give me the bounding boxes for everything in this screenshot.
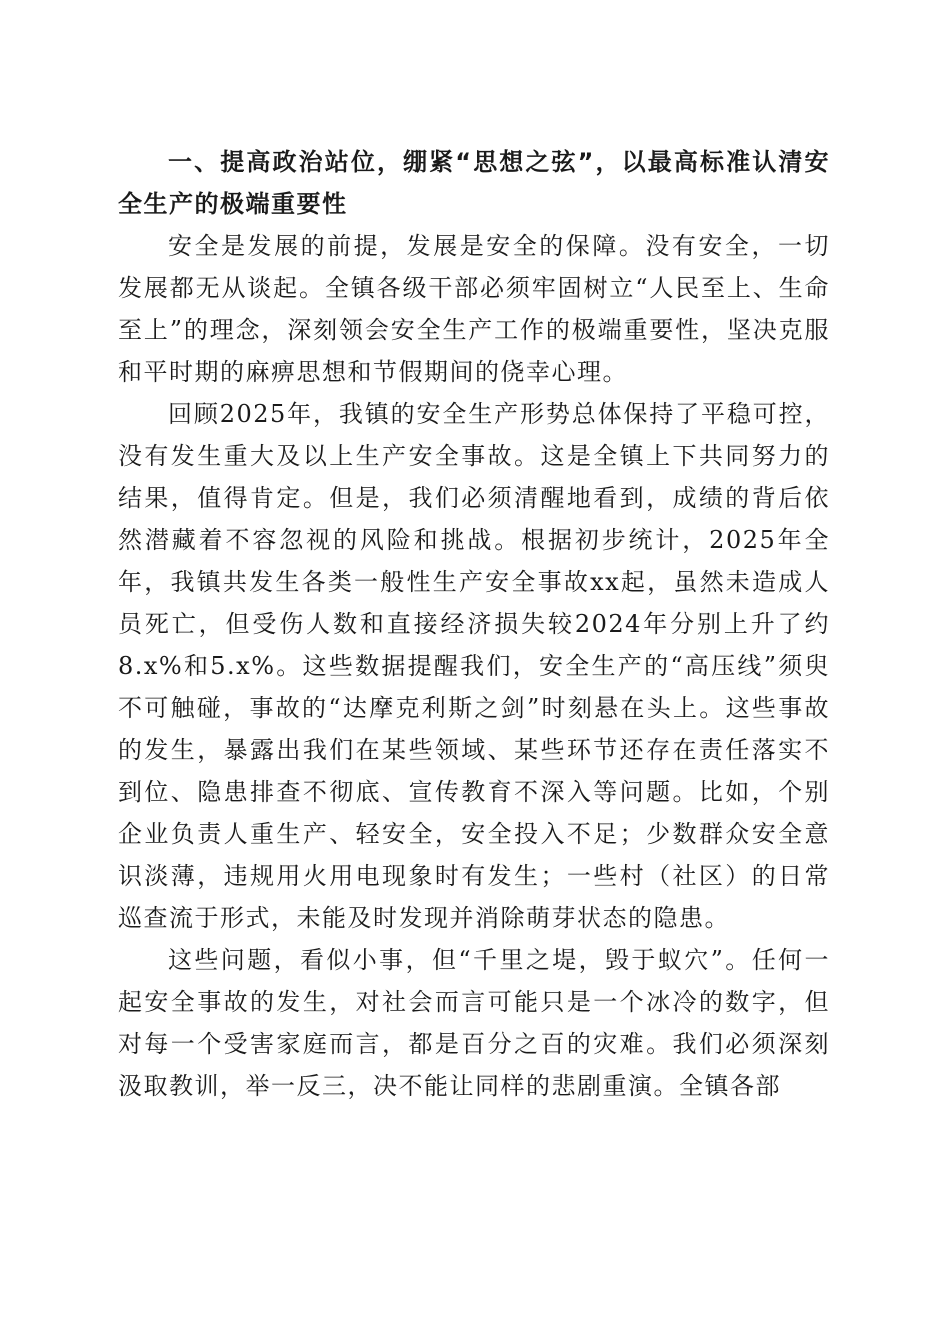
document-body [118, 141, 830, 1107]
paragraph-2: 回顾2025年，我镇的安全生产形势总体保持了平稳可控，没有发生重大及以上生产安全事故。这是全镇上下共同努力的结果，值得肯定。但是，我们必须清醒地看到，成绩的背后依然潜藏着不容忽视的风险和挑战。根据初步统计，2025年全年，我镇共发生各类一般性生产安全事故xx起，虽然未造成人员死亡，但受伤人数和直接经济损失较2024年分别上升了约8.x%和5.x%。这些数据提醒我们，安全生产的“高压线”须臾不可触碰，事故的“达摩克利斯之剑”时刻悬在头上。这些事故的发生，暴露出我们在某些领域、某些环节还存在责任落实不到位、隐患排查不彻底、宣传教育不深入等问题。比如，个别企业负责人重生产、轻安全，安全投入不足；少数群众安全意识淡薄，违规用火用电现象时有发生；一些村（社区）的日常巡查流于形式，未能及时发现并消除萌芽状态的隐患。 [118, 400, 830, 932]
paragraph-3: 这些问题，看似小事，但“千里之堤，毁于蚁穴”。任何一起安全事故的发生，对社会而言可能只是一个冰冷的数字，但对每一个受害家庭而言，都是百分之百的灾难。我们必须深刻汲取教训，举一反三，决不能让同样的悲剧重演。全镇各部 [118, 946, 830, 1100]
paragraph-1: 安全是发展的前提，发展是安全的保障。没有安全，一切发展都无从谈起。全镇各级干部必须牢固树立“人民至上、生命至上”的理念，深刻领会安全生产工作的极端重要性，坚决克服和平时期的麻痹思想和节假期间的侥幸心理。 [118, 232, 830, 386]
section-heading: 一、提高政治站位，绷紧“思想之弦”，以最高标准认清安全生产的极端重要性 [118, 148, 830, 218]
